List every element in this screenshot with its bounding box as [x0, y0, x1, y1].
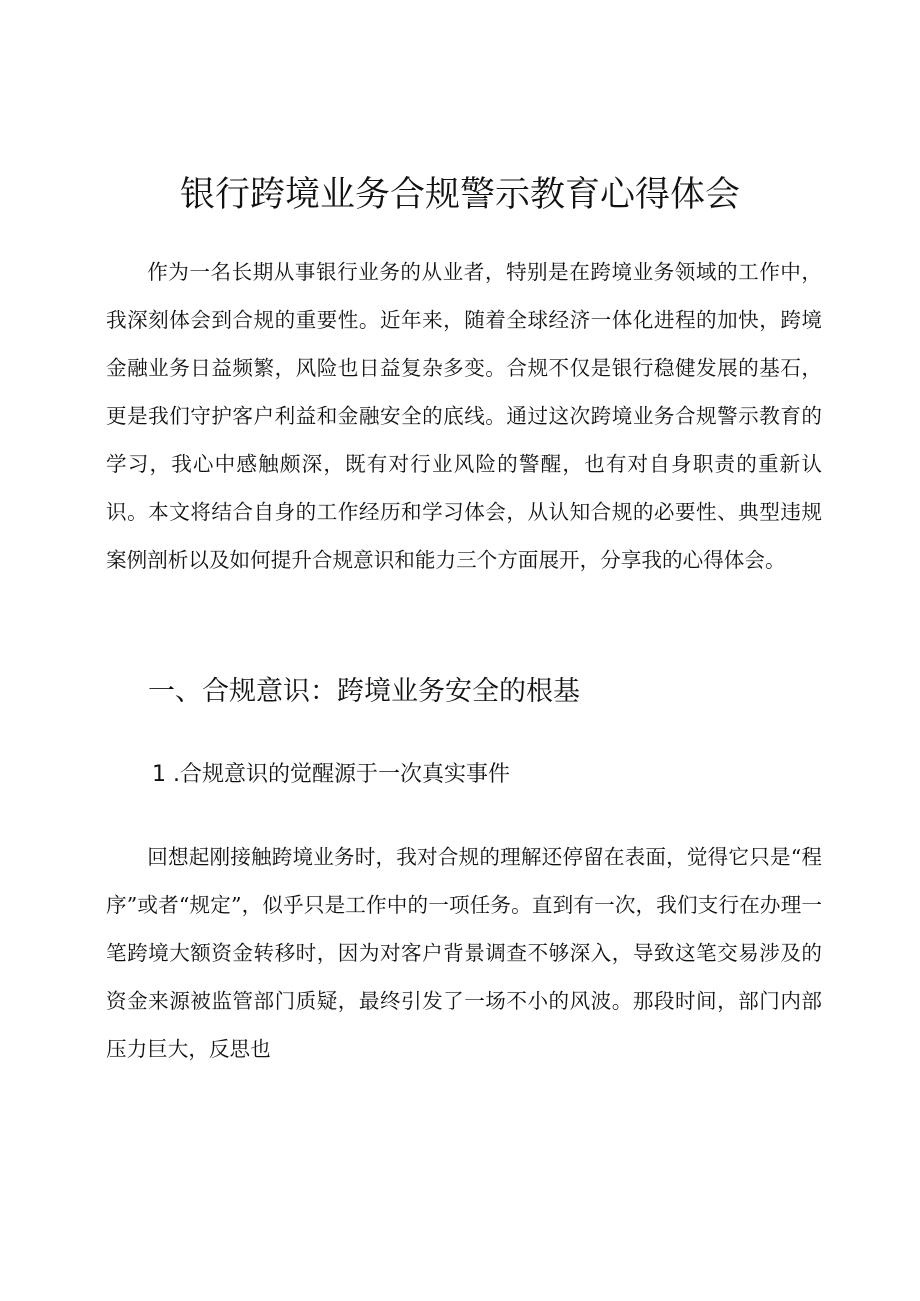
intro-paragraph: 作为一名长期从事银行业务的从业者，特别是在跨境业务领域的工作中，我深刻体会到合规的重要性。近年来，随着全球经济一体化进程的加快，跨境金融业务日益频繁，风险也日益复杂多变。合规不仅是银行稳健发展的基石，更是我们守护客户利益和金融安全的底线。通过这次跨境业务合规警示教育的学习，我心中感触颇深，既有对行业风险的警醒，也有对自身职责的重新认识。本文将结合自身的工作经历和学习体会，从认知合规的必要性、典型违规案例剖析以及如何提升合规意识和能力三个方面展开，分享我的心得体会。	[106, 260, 822, 572]
section-heading: 一、合规意识：跨境业务安全的根基	[148, 676, 580, 707]
document-title: 银行跨境业务合规警示教育心得体会	[179, 175, 740, 215]
subsection-paragraph: 回想起刚接触跨境业务时，我对合规的理解还停留在表面，觉得它只是“程序”或者“规定”，似乎只是工作中的一项任务。直到有一次，我们支行在办理一笔跨境大额资金转移时，因为对客户背景调查不够深入，导致这笔交易涉及的资金来源被监管部门质疑，最终引发了一场不小的风波。那段时间，部门内部压力巨大，反思也	[106, 845, 822, 1061]
subsection-heading: 1 .合规意识的觉醒源于一次真实事件	[152, 762, 510, 787]
